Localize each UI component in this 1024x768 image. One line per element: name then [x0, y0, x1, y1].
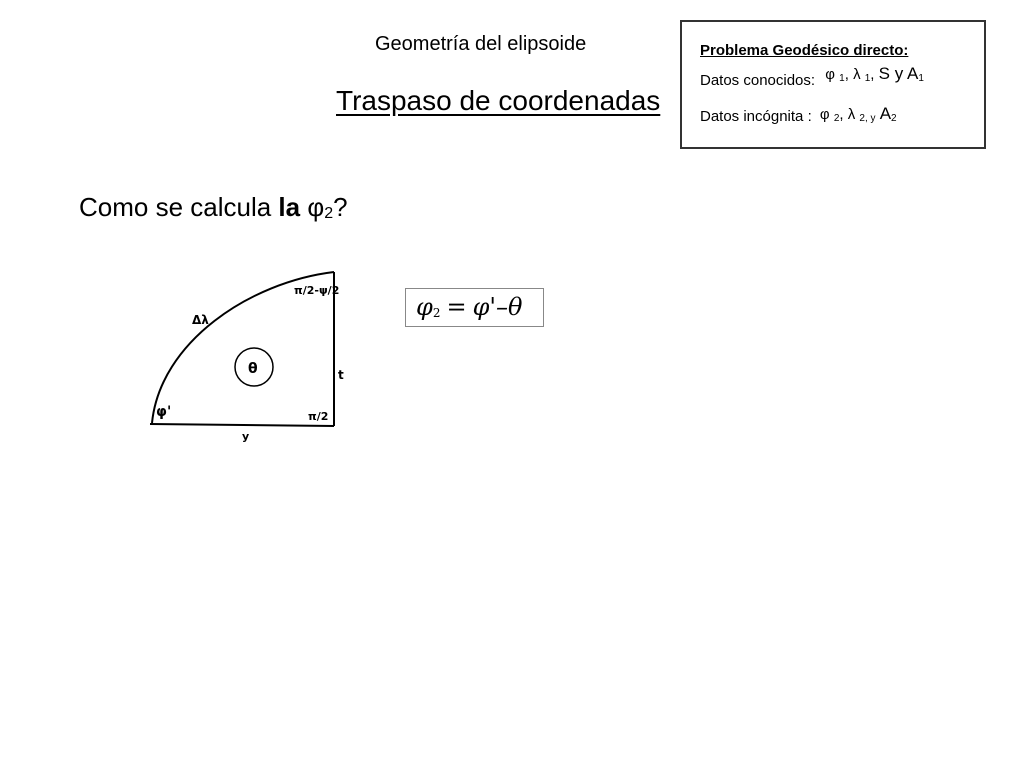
lambda-subscript: 2, y: [859, 113, 876, 124]
question-subscript: 2: [324, 205, 334, 222]
formula-box: [405, 288, 544, 327]
bottom-side-label: y: [242, 430, 250, 443]
question-suffix: ?: [333, 192, 348, 222]
question-bold: la: [278, 192, 301, 222]
known-data-value: φ $_1$, λ $_1$, S y $A_1$: [825, 64, 924, 84]
right-side-label: t: [338, 368, 344, 382]
formula-lhs-subscript: 2: [432, 306, 441, 320]
lambda-subscript: 1: [864, 73, 871, 84]
lambda-symbol: λ: [853, 66, 861, 83]
bottom-left-label: φ': [156, 404, 172, 420]
arc-label: Δλ: [192, 313, 209, 327]
phi-symbol: φ: [825, 66, 835, 83]
formula-lhs: φ: [416, 293, 433, 321]
unknown-tail-subscript: 2: [891, 113, 897, 124]
known-tail-subscript: 1: [918, 73, 924, 84]
phi-subscript: 1: [839, 73, 845, 84]
lambda-symbol: λ: [847, 106, 856, 123]
bottom-right-label: π/2: [308, 410, 329, 423]
unknown-tail: A: [879, 104, 892, 123]
unknown-data-row: [700, 106, 897, 126]
formula-rhs: φ'–θ: [472, 293, 523, 321]
slide-subtitle: Geometría del elipsoide: [375, 33, 587, 55]
known-data-label: Datos conocidos:: [700, 72, 816, 89]
unknown-data-label: Datos incógnita :: [700, 108, 812, 125]
geodesic-problem-box: [680, 20, 986, 149]
known-data-row: [700, 64, 924, 90]
known-tail: S y A: [878, 64, 919, 83]
question-text: [79, 192, 348, 223]
formula: [416, 293, 522, 321]
question-prefix: Como se calcula: [79, 192, 279, 222]
phi-subscript: 2: [833, 113, 840, 124]
center-label: θ: [248, 361, 258, 377]
phi-symbol: φ: [819, 106, 830, 123]
triangle-bottom-side: [150, 424, 334, 426]
formula-equals: =: [446, 293, 467, 321]
slide-title: Traspaso de coordenadas: [336, 85, 661, 116]
question-symbol: φ: [307, 192, 325, 222]
unknown-data-value: φ $_2$, λ $_{2, y}$ $A_2$: [819, 104, 897, 124]
info-box-heading: Problema Geodésico directo:: [700, 42, 909, 59]
top-right-label: π/2-ψ/2: [294, 284, 340, 297]
spherical-triangle-diagram: [140, 262, 360, 462]
